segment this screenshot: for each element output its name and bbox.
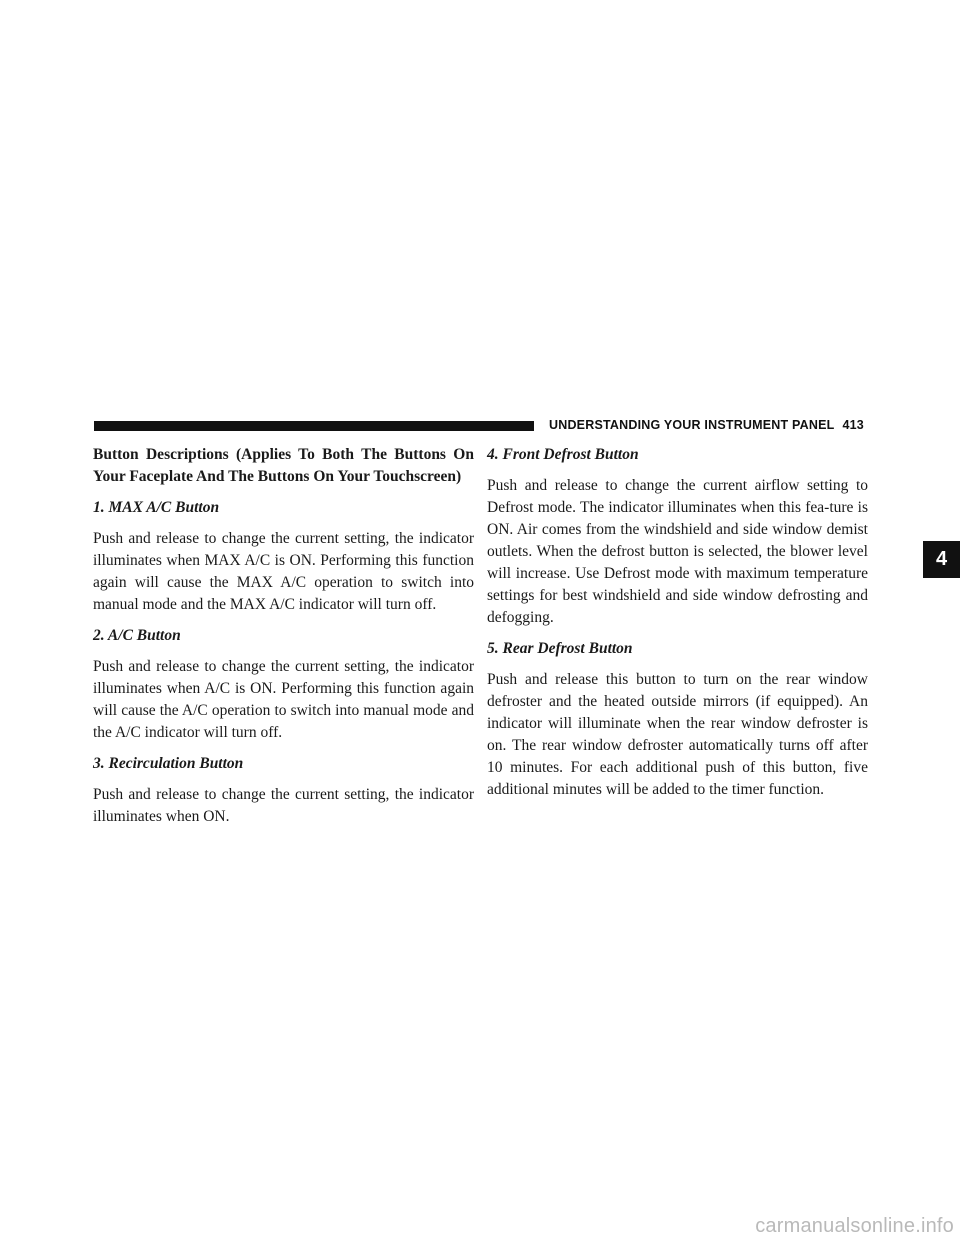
max-ac-text: Push and release to change the current setting, the indicator illuminates when MAX A/C is ON. Performing this function again will cause the MAX A/C operation to switch into manual mode and the MAX A/C indicator will turn off. xyxy=(93,530,474,613)
ac-heading: 2. A/C Button xyxy=(93,627,181,644)
section-heading: Button Descriptions (Applies To Both The Buttons On Your Faceplate And The Buttons On Your Touchscreen) xyxy=(93,446,474,485)
max-ac-heading: 1. MAX A/C Button xyxy=(93,499,220,516)
header-title: UNDERSTANDING YOUR INSTRUMENT PANEL xyxy=(549,418,835,432)
right-column xyxy=(487,444,868,810)
rear-defrost-heading: 5. Rear Defrost Button xyxy=(487,640,633,657)
page-number: 413 xyxy=(842,418,864,432)
chapter-tab: 4 xyxy=(923,541,960,578)
front-defrost-heading: 4. Front Defrost Button xyxy=(487,446,639,463)
front-defrost-text: Push and release to change the current airflow setting to Defrost mode. The indicator illuminates when this fea-ture is ON. Air comes from the windshield and side window demist outlets. When the defrost button is selected, the blower level will increase. Use Defrost mode with maximum temperature settings for best windshield and side window defrosting and defogging. xyxy=(487,477,868,626)
header-rule xyxy=(94,421,534,431)
ac-text: Push and release to change the current setting, the indicator illuminates when A/C is ON. Performing this function again will cause the A/C operation to switch into manual mode and the A/C indicator will turn off. xyxy=(93,658,474,741)
running-header xyxy=(549,418,864,432)
rear-defrost-text: Push and release this button to turn on the rear window defroster and the heated outside mirrors (if equipped). An indicator will illuminate when the rear window defroster is on. The rear window defroster automatically turns off after 10 minutes. For each additional push of this button, five additional minutes will be added to the timer function. xyxy=(487,671,868,798)
left-column xyxy=(93,444,474,837)
recirculation-text: Push and release to change the current setting, the indicator illuminates when ON. xyxy=(93,786,474,825)
watermark: carmanualsonline.info xyxy=(755,1215,954,1237)
recirculation-heading: 3. Recirculation Button xyxy=(93,755,244,772)
